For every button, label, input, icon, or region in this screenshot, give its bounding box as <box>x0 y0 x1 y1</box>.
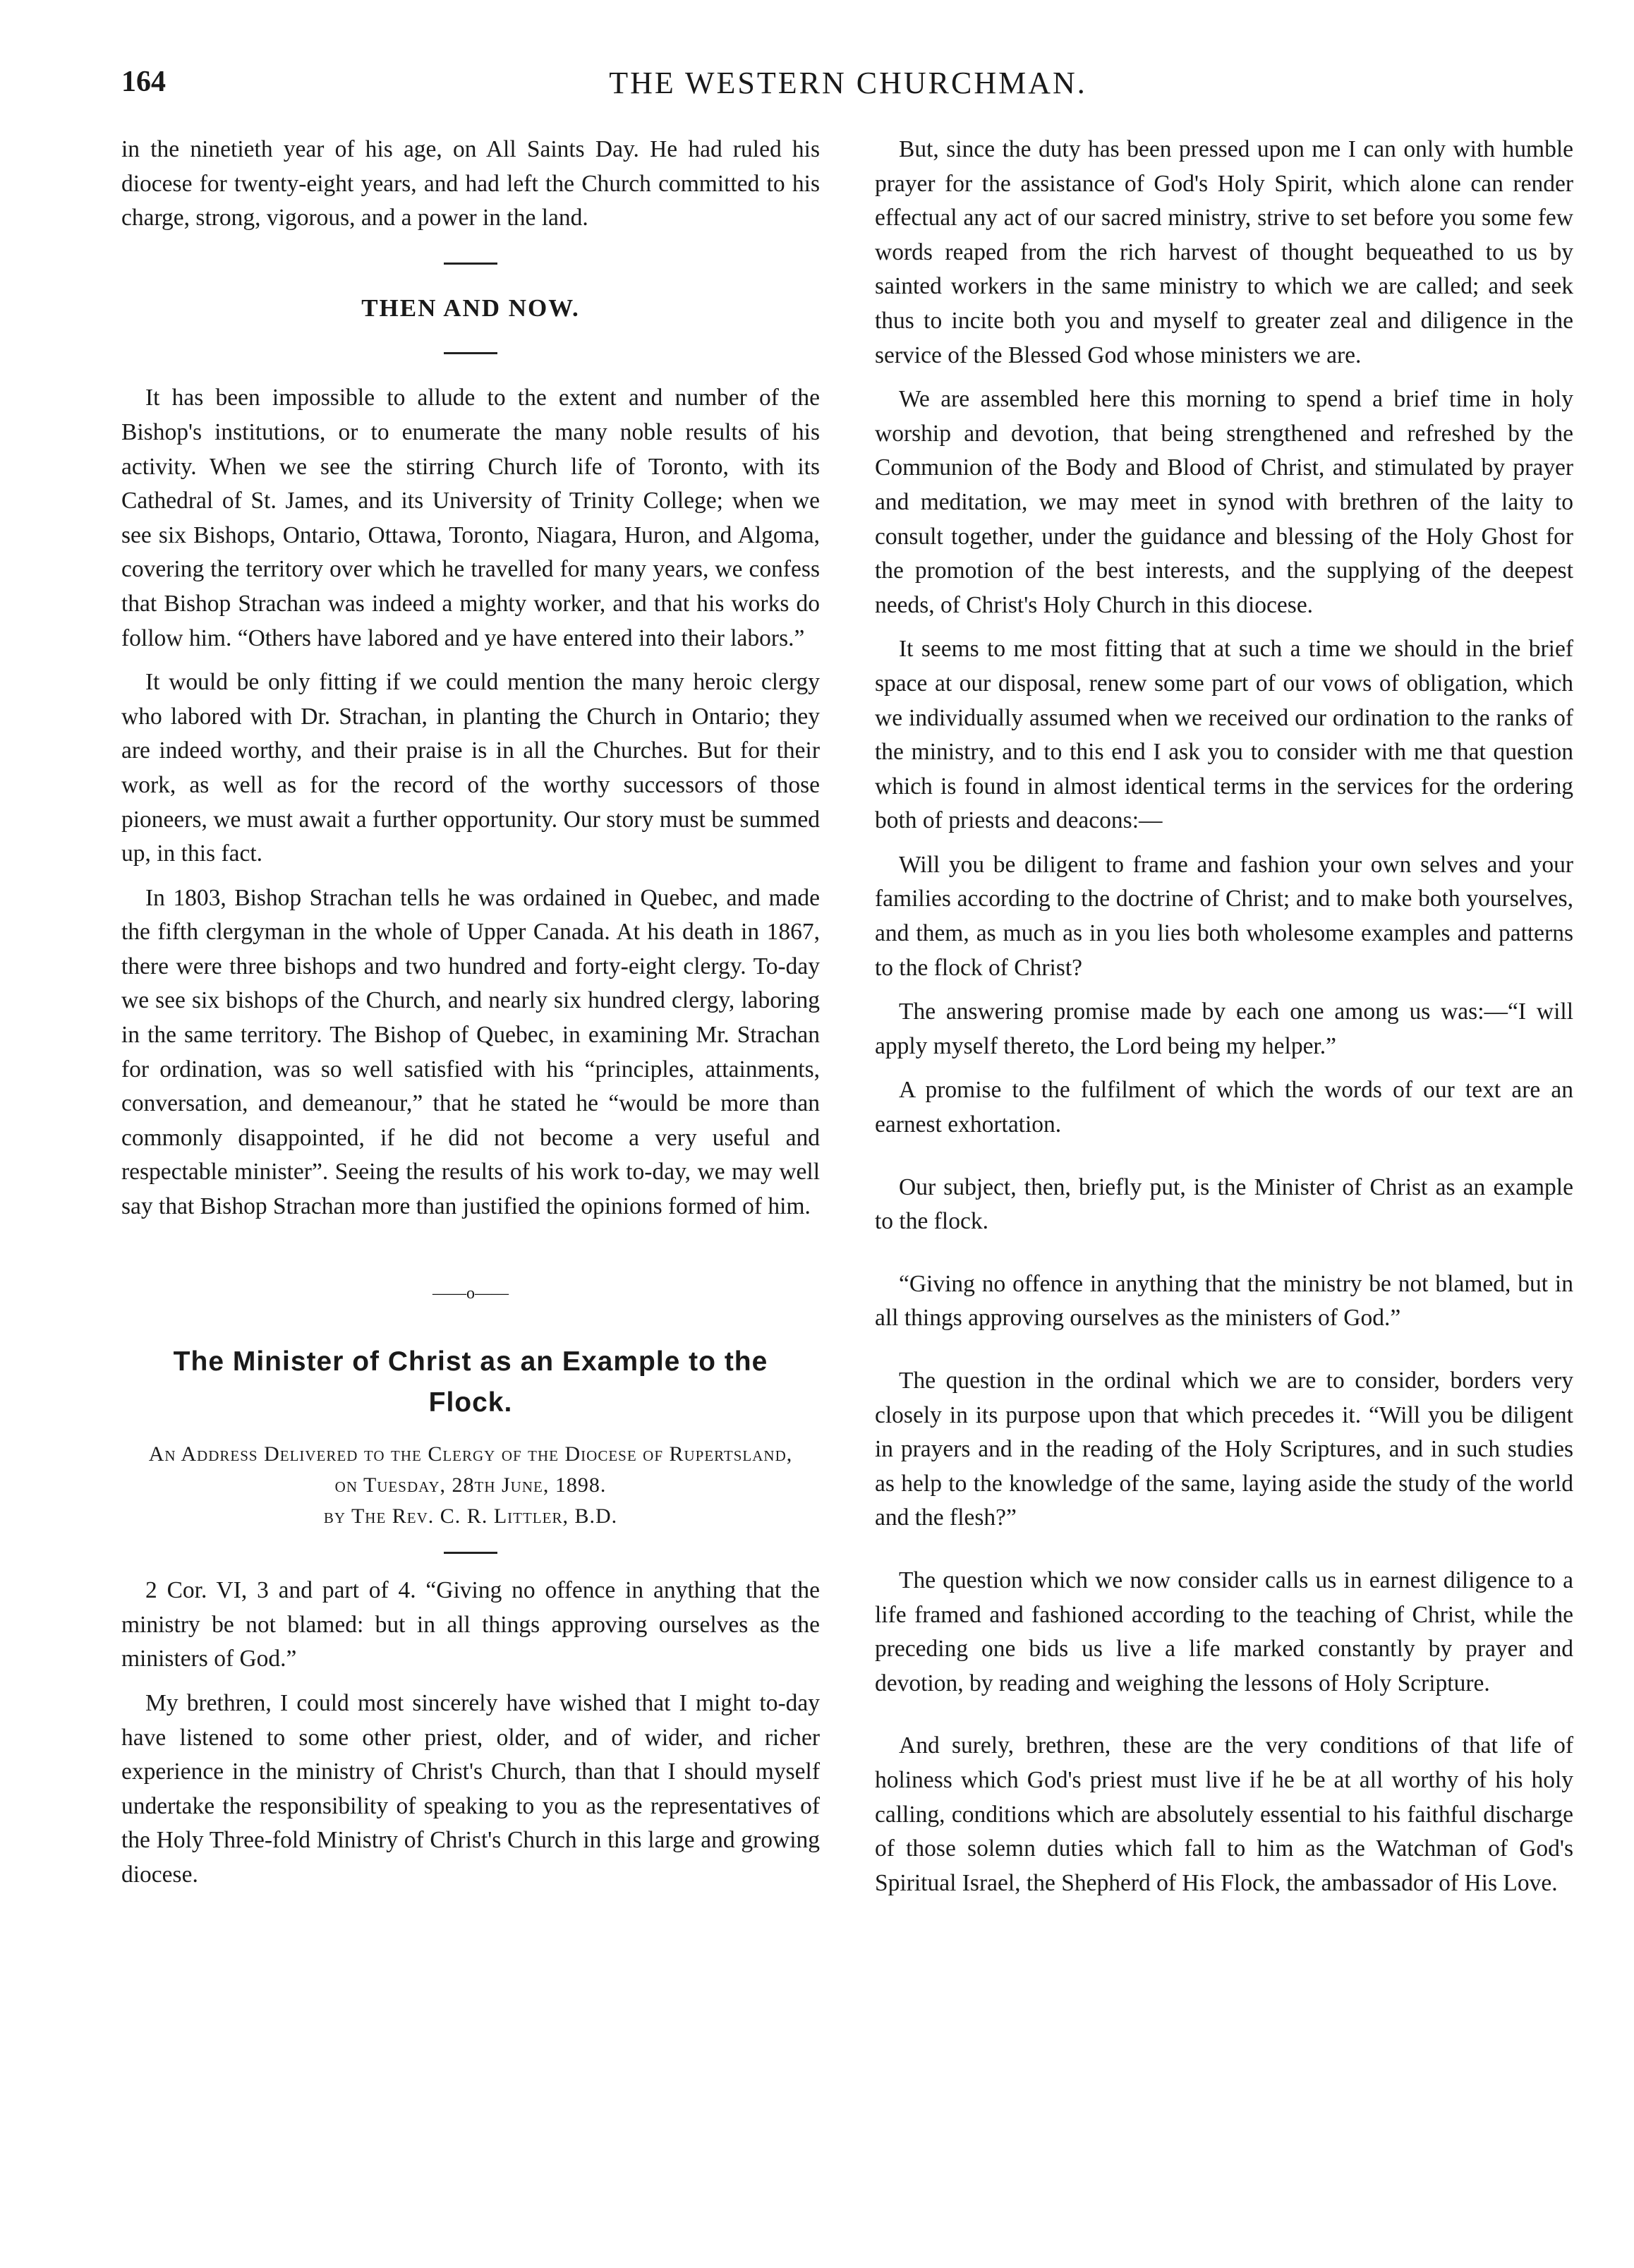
body-paragraph: My brethren, I could most sincerely have wished that I might to-day have listened to some other priest, older, and of wider, and richer experience in the ministry of Christ's Church, than that I should myself undertake the responsibility of speaking to you as the representatives of the Holy Three-fold Ministry of Christ's Church in this large and growing diocese. <box>121 1690 820 1888</box>
page-header <box>121 65 1575 107</box>
body-paragraph: The question which we now consider calls us in earnest diligence to a life framed and fashioned according to the teaching of Christ, while the preceding one bids us live a life marked constantly by prayer and devotion, by reading and weighing the lessons of Holy Scripture. <box>875 1567 1573 1696</box>
continued-paragraph: in the ninetieth year of his age, on All Saints Day. He had ruled his diocese for twenty-eight years, and had left the Church committed to his charge, strong, vigorous, and a power in the land. <box>121 136 820 231</box>
body-paragraph: The question in the ordinal which we are to consider, borders very closely in its purpose upon that which precedes it. “Will you be diligent in prayers and in the reading of the Holy Scriptures, and in such studies as help to the knowledge of the same, laying aside the study of the world and the flesh?” <box>875 1368 1573 1531</box>
article-byline: by The Rev. C. R. Littler, B.D. <box>323 1504 618 1528</box>
divider-rule <box>444 263 497 265</box>
article-title: The Minister of Christ as an Example to the Flock. <box>173 1346 768 1418</box>
running-head: THE WESTERN CHURCHMAN. <box>609 66 1087 100</box>
scripture-text: 2 Cor. VI, 3 and part of 4. “Giving no offence in anything that the ministry be not blamed: but in all things approving ourselves as the ministers of God.” <box>121 1577 820 1672</box>
body-paragraph: And surely, brethren, these are the very conditions of that life of holiness which God's priest must live if he be at all worthy of his holy calling, conditions which are absolutely essential to his faithful discharge of those solemn duties which fall to him as the Watchman of God's Spiritual Israel, the Shepherd of His Flock, the ambassador of His Love. <box>875 1732 1573 1896</box>
article-subtitle: An Address Delivered to the Clergy of the Diocese of Rupertsland, on Tuesday, 28th June, 1898. <box>148 1442 793 1497</box>
body-paragraph: It seems to me most fitting that at such a time we should in the brief space at our disposal, renew some part of our vows of obligation, which we individually assumed when we received our ordination to the ranks of the ministry, and to this end I ask you to consider with me that question which is found in almost identical terms in the services for the ordering both of priests and deacons:— <box>875 636 1573 834</box>
page-number: 164 <box>121 66 166 98</box>
body-paragraph: A promise to the fulfilment of which the words of our text are an earnest exhortation. <box>875 1077 1573 1138</box>
body-paragraph: In 1803, Bishop Strachan tells he was ordained in Quebec, and made the fifth clergyman in the whole of Upper Canada. At his death in 1867, there were three bishops and two hundred and forty-eight clergy. To-day we see six bishops of the Church, and nearly six hundred clergy, laboring in the same territory. The Bishop of Quebec, in examining Mr. Strachan for ordination, was so well satisfied with his “principles, attainments, conversation, and demeanour,” that he stated he “would be more than commonly disappointed, if he did not become a very useful and respectable minister”. Seeing the results of his work to-day, we may well say that Bishop Strachan more than justified the opinions formed of him. <box>121 884 820 1220</box>
body-paragraph: Our subject, then, briefly put, is the Minister of Christ as an example to the flock. <box>875 1174 1573 1235</box>
divider-rule <box>444 352 497 354</box>
divider-rule <box>444 1552 497 1554</box>
section-ornament: ——o—— <box>432 1284 509 1303</box>
body-paragraph: But, since the duty has been pressed upon me I can only with humble prayer for the assistance of God's Holy Spirit, which alone can render effectual any act of our sacred ministry, strive to set before you some few words reaped from the rich harvest of thought bequeathed to us by sainted workers in the same ministry to which we are called; and seek thus to incite both you and myself to greater zeal and diligence in the service of the Blessed God whose ministers we are. <box>875 136 1573 368</box>
body-paragraph: The answering promise made by each one among us was:—“I will apply myself thereto, the Lord being my helper.” <box>875 999 1573 1059</box>
left-column <box>121 133 820 1893</box>
section-heading: THEN AND NOW. <box>361 294 580 322</box>
body-paragraph: “Giving no offence in anything that the ministry be not blamed, but in all things approving ourselves as the ministers of God.” <box>875 1270 1573 1332</box>
body-paragraph: Will you be diligent to frame and fashion your own selves and your families according to the doctrine of Christ; and to make both yourselves, and them, as much as in you lies both wholesome examples and patterns to the flock of Christ? <box>875 851 1573 981</box>
body-paragraph: It has been impossible to allude to the extent and number of the Bishop's institutions, or to enumerate the many noble results of his activity. When we see the stirring Church life of Toronto, with its Cathedral of St. James, and its University of Trinity College; when we see six Bishops, Ontario, Ottawa, Toronto, Niagara, Huron, and Algoma, covering the territory over which he travelled for many years, we confess that Bishop Strachan was indeed a mighty worker, and that his works do follow him. “Others have labored and ye have entered into their labors.” <box>121 385 820 651</box>
body-paragraph: It would be only fitting if we could mention the many heroic clergy who labored with Dr. Strachan, in planting the Church in Ontario; they are indeed worthy, and their praise is in all the Churches. But for their work, as well as for the record of the worthy successors of those pioneers, we must await a further opportunity. Our story must be summed up, in this fact. <box>121 669 820 867</box>
right-column <box>875 133 1573 1900</box>
body-paragraph: We are assembled here this morning to spend a brief time in holy worship and devotion, that being strengthened and refreshed by the Communion of the Body and Blood of Christ, and stimulated by prayer and meditation, we may meet in synod with brethren of the laity to consult together, under the guidance and blessing of the Holy Ghost for the promotion of the best interests, and the supplying of the deepest needs, of Christ's Holy Church in this diocese. <box>875 386 1573 618</box>
